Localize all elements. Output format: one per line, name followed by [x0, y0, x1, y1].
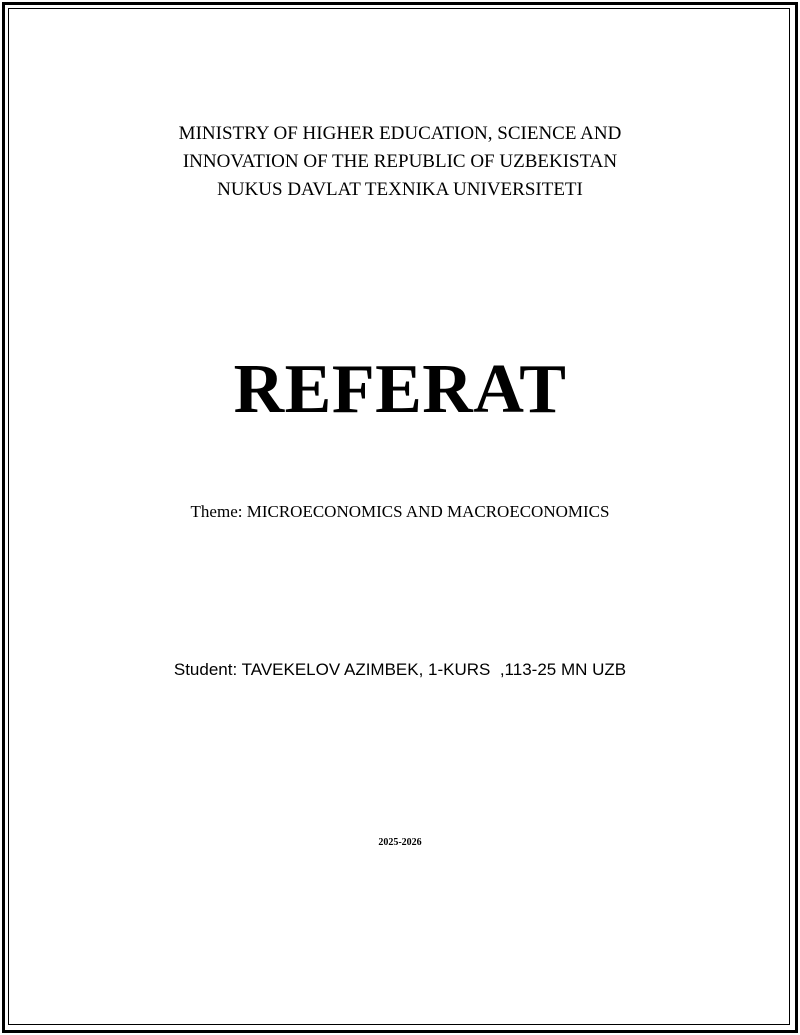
student-line: Student: TAVEKELOV AZIMBEK, 1-KURS ,113-25 MN UZB — [173, 660, 627, 679]
header-line-ministry: MINISTRY OF HIGHER EDUCATION, SCIENCE AND — [178, 123, 622, 144]
theme-line: Theme: MICROECONOMICS AND MACROECONOMICS — [190, 502, 610, 521]
document-title: REFERAT — [233, 351, 567, 428]
header-line-university: NUKUS DAVLAT TEXNIKA UNIVERSITETI — [217, 179, 583, 200]
academic-year: 2025-2026 — [378, 837, 422, 848]
header-line-republic: INNOVATION OF THE REPUBLIC OF UZBEKISTAN — [182, 151, 618, 172]
institution-header — [0, 120, 800, 204]
